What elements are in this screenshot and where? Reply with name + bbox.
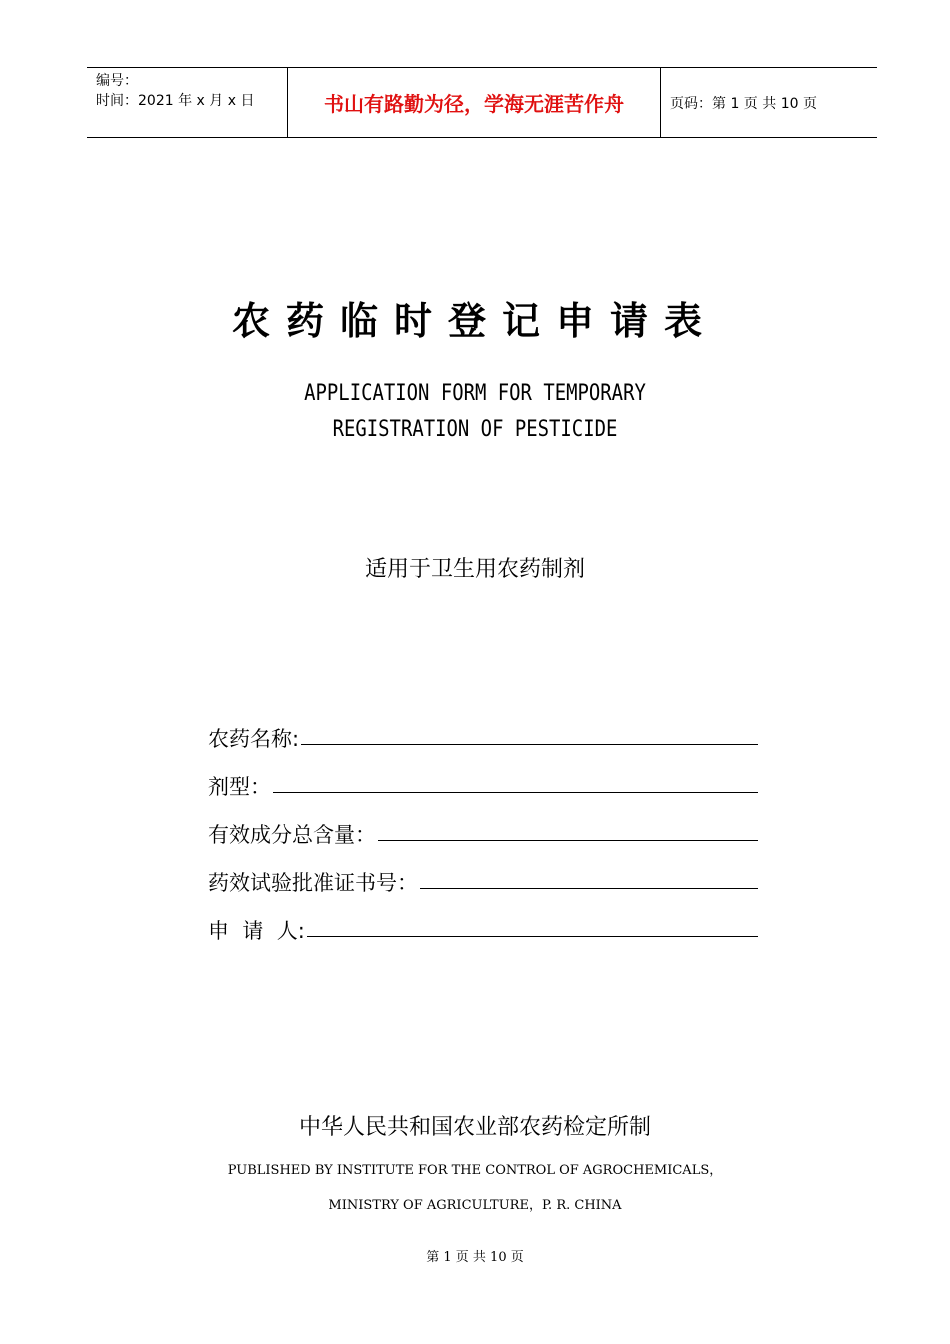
publisher-chinese: 中华人民共和国农业部农药检定所制 (298, 1115, 651, 1140)
publisher-english-line-2: MINISTRY OF AGRICULTURE，P. R. CHINA (328, 1198, 622, 1213)
document-subtitle: 适用于卫生用农药制剂 (364, 557, 585, 582)
certificate-number-field[interactable] (420, 888, 758, 889)
document-title: 农药临时登记申请表 (231, 298, 718, 343)
title-english-line-2: REGISTRATION OF PESTICIDE (332, 417, 618, 442)
serial-label: 编号： (96, 73, 138, 89)
active-content-label: 有效成分总含量： (208, 823, 376, 847)
form-row-certificate-number (208, 849, 758, 897)
pesticide-name-field[interactable] (301, 744, 758, 745)
document-title-english (67, 376, 884, 448)
page-header (87, 67, 877, 138)
title-english-line-1: APPLICATION FORM FOR TEMPORARY (304, 381, 646, 406)
publisher-english-line-1: PUBLISHED BY INSTITUTE FOR THE CONTROL OF AGROCHEMICALS， (227, 1163, 723, 1178)
form-row-formulation (208, 753, 758, 801)
header-page-number: 页码：第 1 页 共 10 页 (670, 95, 817, 112)
footer-page-number: 第 1 页 共 10 页 (426, 1250, 524, 1265)
applicant-label: 申 请 人: (208, 919, 305, 943)
formulation-label: 剂型： (208, 775, 271, 799)
time-label: 时间：2021 年 x 月 x 日 (96, 93, 255, 109)
active-content-field[interactable] (378, 840, 758, 841)
application-form (208, 705, 758, 945)
header-meta (87, 68, 288, 137)
form-row-applicant (208, 897, 758, 945)
publisher-english (0, 1153, 950, 1223)
certificate-number-label: 药效试验批准证书号： (208, 871, 418, 895)
applicant-field[interactable] (307, 936, 758, 937)
formulation-field[interactable] (273, 792, 758, 793)
form-row-active-content (208, 801, 758, 849)
form-row-pesticide-name (208, 705, 758, 753)
header-motto: 书山有路勤为径，学海无涯苦作舟 (288, 68, 661, 137)
pesticide-name-label: 农药名称: (208, 727, 300, 751)
